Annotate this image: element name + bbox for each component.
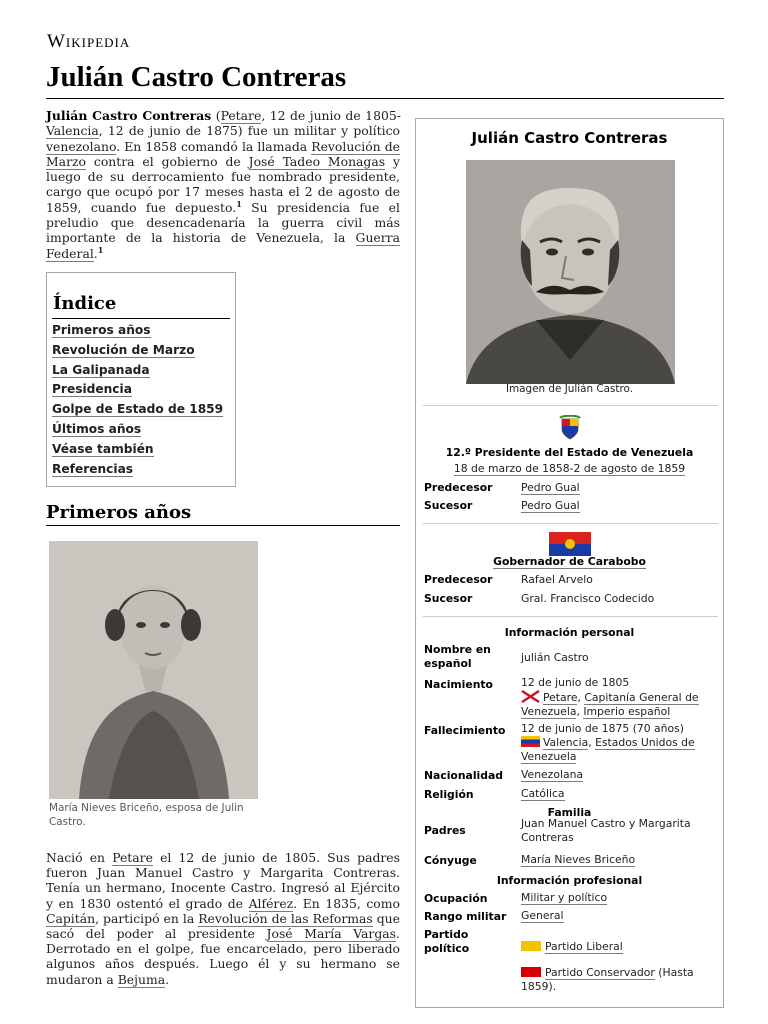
successor-value[interactable]: Pedro Gual: [521, 499, 580, 512]
predecessor-label: Predecesor: [424, 573, 493, 586]
conservador-color-swatch: [521, 967, 541, 977]
coat-of-arms-icon: [416, 415, 723, 444]
section-paragraph: [46, 850, 400, 987]
text-run: . Derrotado en el golpe, fue encarcelado, pero liberado algunos años después. Luego él y su hermano se mudaron a: [46, 926, 400, 987]
bold-text: Julián Castro Contreras: [46, 108, 212, 123]
successor-value: Gral. Francisco Codecido: [521, 592, 655, 605]
inline-link[interactable]: José Tadeo Monagas: [248, 153, 386, 169]
page-title: Julián Castro Contreras: [46, 61, 347, 93]
nombre-label: Nombre en español: [424, 643, 491, 671]
nacimiento-place[interactable]: [521, 690, 721, 719]
inline-link[interactable]: Alférez: [248, 895, 294, 911]
inline-link[interactable]: Petare: [220, 108, 262, 123]
text-run: contra el gobierno de: [86, 153, 249, 169]
conyuge-value[interactable]: María Nieves Briceño: [521, 853, 636, 866]
inline-link[interactable]: Petare: [112, 850, 153, 865]
inline-link[interactable]: Capitanía General de Venezuela: [521, 691, 699, 719]
partido-liberal[interactable]: Partido Liberal: [521, 940, 721, 954]
table-of-contents: [46, 272, 236, 487]
nacionalidad-label: Nacionalidad: [424, 769, 503, 782]
text-run: , participó en la: [95, 910, 199, 926]
inline-link[interactable]: Estados Unidos de Venezuela: [521, 736, 695, 764]
title-divider: [46, 98, 724, 99]
successor-label: Sucesor: [424, 592, 473, 605]
toc-item[interactable]: Primeros años: [52, 323, 151, 337]
padres-label: Padres: [424, 824, 466, 837]
professional-info-heading: Información profesional: [496, 874, 643, 887]
text-run: , 12 de junio de 1875) fue un militar y político: [98, 123, 400, 139]
wikipedia-wordmark[interactable]: Wikipedia: [47, 31, 131, 52]
inline-link[interactable]: Imperio español: [583, 705, 671, 719]
predecessor-label: Predecesor: [424, 481, 493, 494]
inline-link[interactable]: Guerra Federal: [46, 230, 400, 261]
office-term: 18 de marzo de 1858-2 de agosto de 1859: [453, 462, 686, 475]
text-run: (: [211, 108, 221, 123]
nacionalidad-value[interactable]: Venezolana: [521, 768, 584, 781]
text-run: y luego de su derrocamiento fue nombrado presidente, cargo que ocupó por 17 meses hasta el 2 de agosto de 1859, cuando fue depuesto.: [46, 153, 400, 215]
section-heading: Primeros años: [46, 502, 192, 523]
infobox: [415, 118, 724, 1008]
inline-link[interactable]: Valencia: [543, 736, 589, 750]
infobox-title: Julián Castro Contreras: [471, 129, 668, 147]
inline-link[interactable]: Bejuma: [117, 971, 166, 987]
toc-item[interactable]: Golpe de Estado de 1859: [52, 402, 224, 417]
rango-label: Rango militar: [424, 910, 507, 923]
toc-item[interactable]: Referencias: [52, 461, 134, 476]
text-run: ,: [576, 705, 584, 719]
toc-item[interactable]: Presidencia: [52, 382, 132, 397]
partido-conservador[interactable]: Partido Conservador (Hasta 1859).: [521, 966, 694, 994]
liberal-color-swatch: [521, 941, 541, 951]
inline-link[interactable]: Valencia: [46, 123, 99, 139]
inline-link[interactable]: Capitán: [46, 910, 96, 926]
nacimiento-date: 12 de junio de 1805: [521, 676, 630, 689]
fallecimiento-value: [521, 722, 721, 765]
fallecimiento-label: Fallecimiento: [424, 724, 506, 737]
portrait-image-julian-castro[interactable]: [466, 160, 675, 384]
rango-value[interactable]: General: [521, 909, 564, 922]
inline-link[interactable]: José María Vargas: [266, 926, 397, 942]
reference-link[interactable]: 1: [236, 198, 242, 209]
section-divider: [46, 525, 400, 526]
fallecimiento-place[interactable]: [521, 736, 721, 764]
nacimiento-label: Nacimiento: [424, 678, 493, 691]
inline-link[interactable]: Revolución de Marzo: [46, 138, 400, 169]
office-heading-governor[interactable]: Gobernador de Carabobo: [493, 555, 646, 568]
inline-link[interactable]: venezolano: [46, 138, 117, 154]
reference-link[interactable]: 1: [97, 244, 104, 255]
toc-item[interactable]: Revolución de Marzo: [52, 342, 195, 357]
inline-link[interactable]: Petare: [543, 691, 578, 705]
venezuela-flag-icon: [521, 736, 540, 747]
lead-paragraph: [46, 108, 400, 261]
infobox-divider: [423, 405, 718, 406]
nacimiento-value: [521, 676, 721, 720]
toc-title: Índice: [53, 293, 117, 314]
portrait-image-maria-nieves[interactable]: [49, 541, 258, 799]
predecessor-value[interactable]: Pedro Gual: [521, 481, 580, 494]
spain-cross-flag-icon: [521, 690, 540, 703]
familia-heading: Familia: [547, 806, 592, 819]
padres-value: Juan Manuel Castro y Margarita Contreras: [521, 817, 691, 845]
religion-value[interactable]: Católica: [521, 787, 565, 800]
text-run: ,: [588, 736, 596, 750]
inline-link[interactable]: Revolución de las Reformas: [198, 910, 373, 926]
toc-item[interactable]: Véase también: [52, 441, 154, 456]
conyuge-label: Cónyuge: [424, 854, 477, 867]
text-run: . En 1835, como: [293, 895, 400, 911]
infobox-divider: [423, 523, 718, 524]
successor-label: Sucesor: [424, 499, 473, 512]
text-run: , 12 de junio de 1805-: [261, 108, 400, 123]
infobox-divider: [423, 616, 718, 617]
text-run: Nació en: [46, 850, 113, 865]
text-run: Su presidencia fue el preludio que desencadenaría la guerra civil más importante de la historia de Venezuela, la: [46, 199, 400, 246]
text-run: que sacó del poder al presidente: [46, 910, 400, 942]
text-run: el 12 de junio de 1805. Sus padres fueron Juan Manuel Castro y Margarita Contreras. Tenía un hermano, Inocente Castro. Ingresó al Ejército y en 1830 ostentó el grado de: [46, 850, 401, 911]
toc-item[interactable]: La Galipanada: [52, 362, 150, 377]
office-heading-president[interactable]: 12.º Presidente del Estado de Venezuela: [445, 446, 694, 459]
text-run: .: [93, 245, 98, 261]
toc-divider: [52, 318, 230, 319]
toc-item[interactable]: Últimos años: [52, 421, 142, 436]
personal-info-heading: Información personal: [504, 626, 635, 639]
partido-label: Partido político: [424, 928, 470, 956]
figure-caption: María Nieves Briceño, esposa de Julin Castro.: [49, 802, 244, 828]
religion-label: Religión: [424, 788, 474, 801]
fallecimiento-date: 12 de junio de 1875 (70 años): [521, 722, 684, 735]
text-run: ,: [577, 691, 585, 705]
ocupacion-label: Ocupación: [424, 892, 488, 905]
text-run: . En 1858 comandó la llamada: [116, 138, 312, 154]
toc-list: [52, 323, 232, 481]
predecessor-value: Rafael Arvelo: [521, 573, 593, 586]
text-run: .: [165, 971, 170, 987]
infobox-image-caption: Imagen de Julián Castro.: [505, 383, 634, 395]
ocupacion-value[interactable]: Militar y político: [521, 891, 608, 904]
nombre-value: julián Castro: [521, 651, 589, 664]
